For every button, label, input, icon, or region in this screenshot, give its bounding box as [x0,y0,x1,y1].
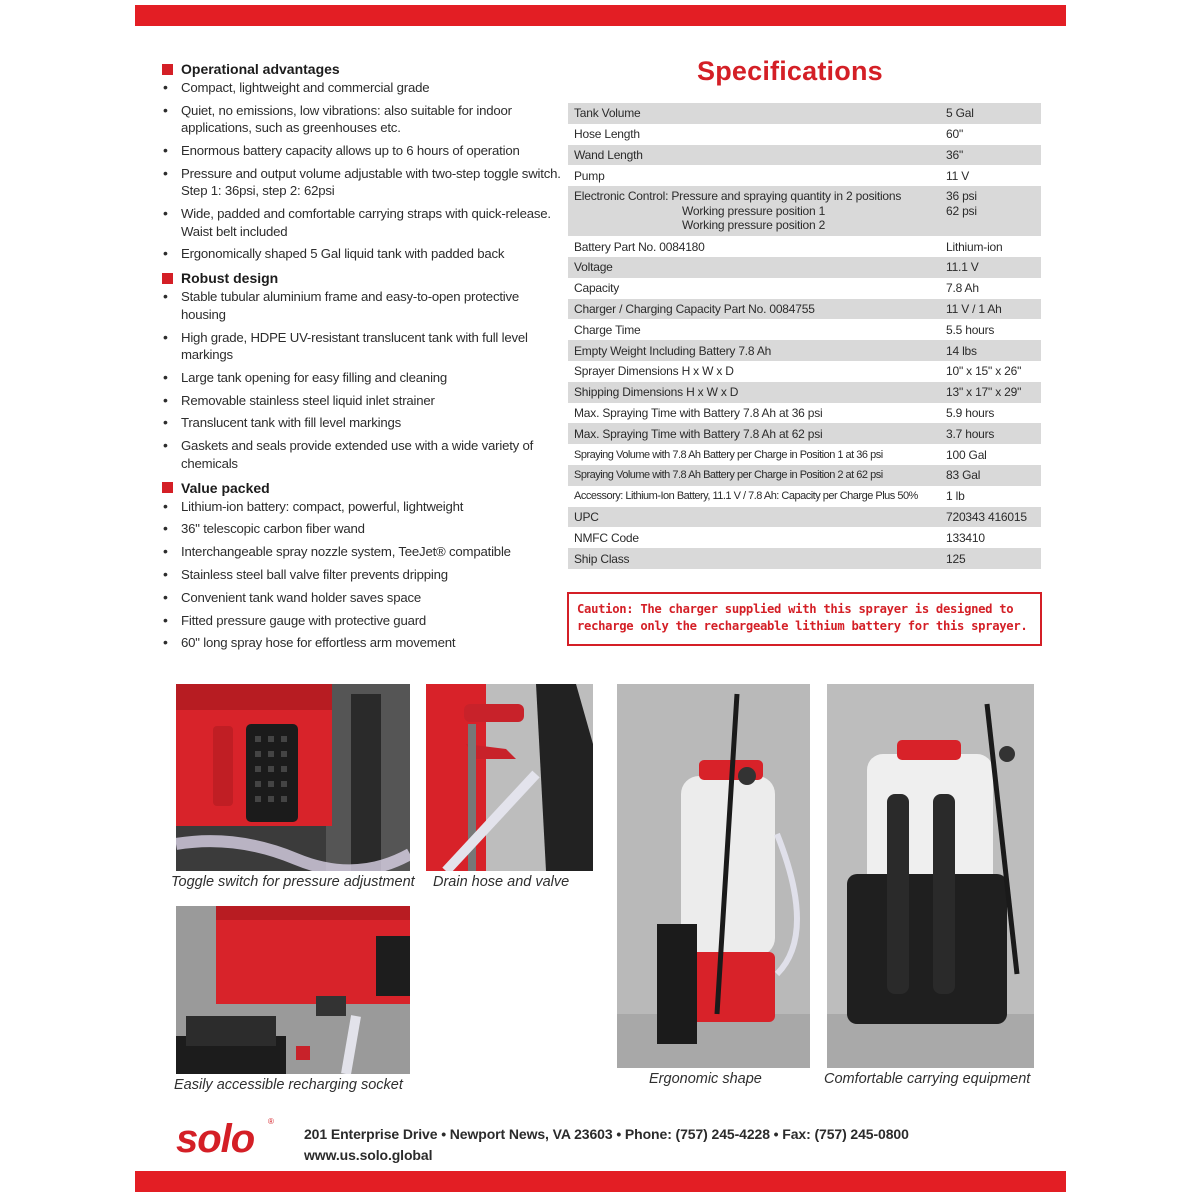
table-row: Pump 11 V [574,168,969,183]
list-item: • Convenient tank wand holder saves space [162,589,562,607]
feature-items [162,79,562,263]
feature-items [162,288,562,472]
list-item: • Gaskets and seals provide extended use with a wide variety of chemicals [162,437,562,472]
recharging-socket-photo [176,906,410,1074]
table-row: Capacity 7.8 Ah [574,281,979,296]
carrying-equipment-photo [827,684,1034,1068]
toggle-switch-photo [176,684,410,871]
photo-caption: Ergonomic shape [649,1071,762,1087]
list-item: • Large tank opening for easy filling and cleaning [162,369,562,387]
list-item: • Quiet, no emissions, low vibrations: also suitable for indoor applications, such as greenhouses etc. [162,102,562,137]
website-link[interactable]: www.us.solo.global [304,1147,433,1163]
list-item: • High grade, HDPE UV-resistant translucent tank with full level markings [162,329,562,364]
table-row: Charger / Charging Capacity Part No. 0084755 11 V / 1 Ah [568,299,1041,320]
table-row: Spraying Volume with 7.8 Ah Battery per Charge in Position 2 at 62 psi 83 Gal [568,465,1041,486]
table-row: Accessory: Lithium-Ion Battery, 11.1 V / 7.8 Ah: Capacity per Charge Plus 50% 1 lb [574,489,965,504]
table-row: Max. Spraying Time with Battery 7.8 Ah at 36 psi 5.9 hours [574,405,995,420]
list-item: • Removable stainless steel liquid inlet strainer [162,392,562,410]
photo-caption: Comfortable carrying equipment [824,1071,1031,1087]
table-row: UPC 720343 416015 [568,507,1041,528]
feature-list [162,58,562,657]
section-heading: Value packed [162,478,562,498]
list-item: • Pressure and output volume adjustable with two-step toggle switch. Step 1: 36psi, step 2: 62psi [162,165,562,200]
list-item: • 60" long spray hose for effortless arm movement [162,634,562,652]
section-heading: Robust design [162,268,562,288]
table-row: Max. Spraying Time with Battery 7.8 Ah at 62 psi 3.7 hours [568,423,1041,444]
footer-address: 201 Enterprise Drive • Newport News, VA 23603 • Phone: (757) 245-4228 • Fax: (757) 245-0800 www.us.solo.global [304,1124,909,1166]
photo-caption: Easily accessible recharging socket [174,1077,403,1093]
red-square-icon [162,482,173,493]
drain-hose-photo [426,684,593,871]
table-row: NMFC Code 133410 [574,530,985,545]
table-row: Sprayer Dimensions H x W x D 10" x 15" x 26" [574,364,1022,379]
list-item: • Compact, lightweight and commercial grade [162,79,562,97]
red-square-icon [162,273,173,284]
registered-mark: ® [268,1117,274,1126]
list-item: • Ergonomically shaped 5 Gal liquid tank with padded back [162,245,562,263]
bottom-red-bar [135,1171,1066,1192]
table-row: Shipping Dimensions H x W x D 13" x 17" x 29" [568,382,1041,403]
list-item: • Interchangeable spray nozzle system, TeeJet® compatible [162,543,562,561]
table-row: Empty Weight Including Battery 7.8 Ah 14 lbs [568,340,1041,361]
table-row: Spraying Volume with 7.8 Ah Battery per Charge in Position 1 at 36 psi 100 Gal [574,447,987,462]
feature-section-operational [162,59,562,263]
caution-box: Caution: The charger supplied with this sprayer is designed to recharge only the rechargeable lithium battery for this sprayer. [567,592,1042,646]
feature-items [162,498,562,652]
feature-section-robust [162,268,562,472]
table-row: Electronic Control: Pressure and spraying quantity in 2 positions Working pressure position 1 Working pressure position 2 36 psi 62 psi [568,186,1041,236]
table-row: Ship Class 125 [568,548,1041,569]
list-item: • Fitted pressure gauge with protective guard [162,612,562,630]
list-item: • Lithium-ion battery: compact, powerful, lightweight [162,498,562,516]
specifications-title: Specifications [697,56,883,86]
table-row: Hose Length 60" [574,127,964,142]
photo-caption: Toggle switch for pressure adjustment [171,874,415,890]
list-item: • 36" telescopic carbon fiber wand [162,520,562,538]
photo-caption: Drain hose and valve [433,874,570,890]
list-item: • Translucent tank with fill level markings [162,414,562,432]
table-row: Voltage 11.1 V [568,257,1041,278]
solo-logo: solo [176,1117,255,1161]
feature-section-value [162,478,562,652]
list-item: • Stable tubular aluminium frame and easy-to-open protective housing [162,288,562,323]
red-square-icon [162,64,173,75]
top-red-bar [135,5,1066,26]
table-row: Battery Part No. 0084180 Lithium-ion [574,239,1003,254]
list-item: • Enormous battery capacity allows up to 6 hours of operation [162,142,562,160]
ergonomic-shape-photo [617,684,810,1068]
table-row: Tank Volume 5 Gal [568,103,1041,124]
table-row: Charge Time 5.5 hours [574,322,995,337]
table-row: Wand Length 36" [568,145,1041,166]
list-item: • Stainless steel ball valve filter prevents dripping [162,566,562,584]
specifications-table [568,103,1041,569]
section-heading: Operational advantages [162,59,562,79]
list-item: • Wide, padded and comfortable carrying straps with quick-release. Waist belt included [162,205,562,240]
